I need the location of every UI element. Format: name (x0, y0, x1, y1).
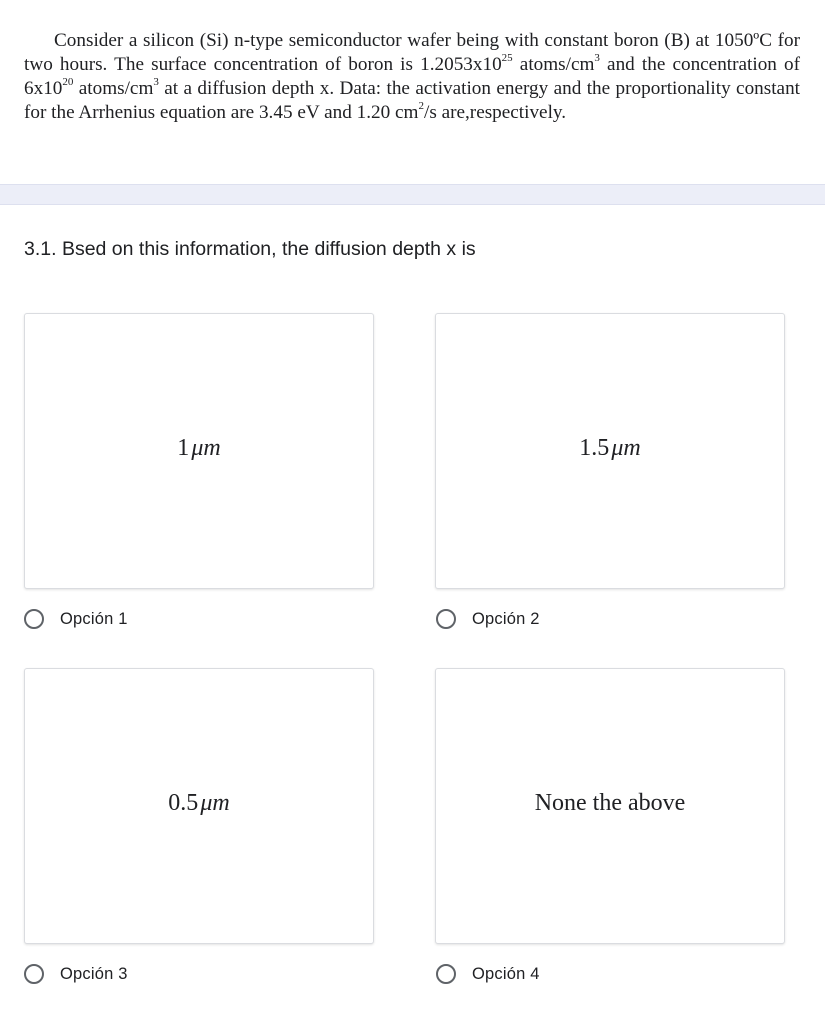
problem-text-6: /s are,respectively. (423, 102, 567, 123)
problem-text-4: atoms/cm (73, 78, 154, 99)
exponent: 25 (501, 52, 513, 64)
option-1-image-card[interactable] (24, 313, 374, 589)
option-2-image-card[interactable] (435, 313, 785, 589)
option-1-label: Opción 1 (60, 609, 128, 628)
exponent: 3 (594, 52, 600, 64)
option-2-label: Opción 2 (472, 609, 540, 628)
option-4-image-card[interactable] (435, 668, 785, 944)
exponent: 20 (62, 76, 74, 88)
option-2-math: 1.5 μm (579, 434, 641, 461)
option-3-label: Opción 3 (60, 964, 128, 983)
option-3-math: 0.5 μm (168, 789, 230, 816)
option-2-row[interactable] (436, 604, 540, 634)
option-1-math: 1 μm (177, 434, 221, 461)
problem-text-2: atoms/cm (512, 54, 595, 75)
problem-text-3: and the concentration of 6x10 (24, 54, 801, 99)
problem-text-1: Consider a silicon (Si) n-type semiconductor wafer being with constant boron (B) at 1050ºC for two hours. The surface concentration of boron is 1.2053x10 (24, 30, 800, 75)
problem-statement (24, 29, 800, 125)
option-4-row[interactable] (436, 959, 540, 989)
radio-button-icon[interactable] (436, 964, 456, 984)
question-title: 3.1. Bsed on this information, the diffusion depth x is (24, 238, 476, 260)
option-3-row[interactable] (24, 959, 128, 989)
option-4-math: None the above (534, 789, 686, 816)
option-4-label: Opción 4 (472, 964, 540, 983)
radio-button-icon[interactable] (436, 609, 456, 629)
exponent: 3 (153, 76, 159, 88)
radio-button-icon[interactable] (24, 609, 44, 629)
radio-button-icon[interactable] (24, 964, 44, 984)
problem-text-5: at a diffusion depth x. Data: the activation energy and the proportionality constant for the Arrhenius equation are 3.45 eV and 1.20 cm (24, 78, 800, 123)
option-1-row[interactable] (24, 604, 128, 634)
exponent: 2 (418, 100, 424, 112)
section-divider (0, 184, 825, 205)
option-3-image-card[interactable] (24, 668, 374, 944)
